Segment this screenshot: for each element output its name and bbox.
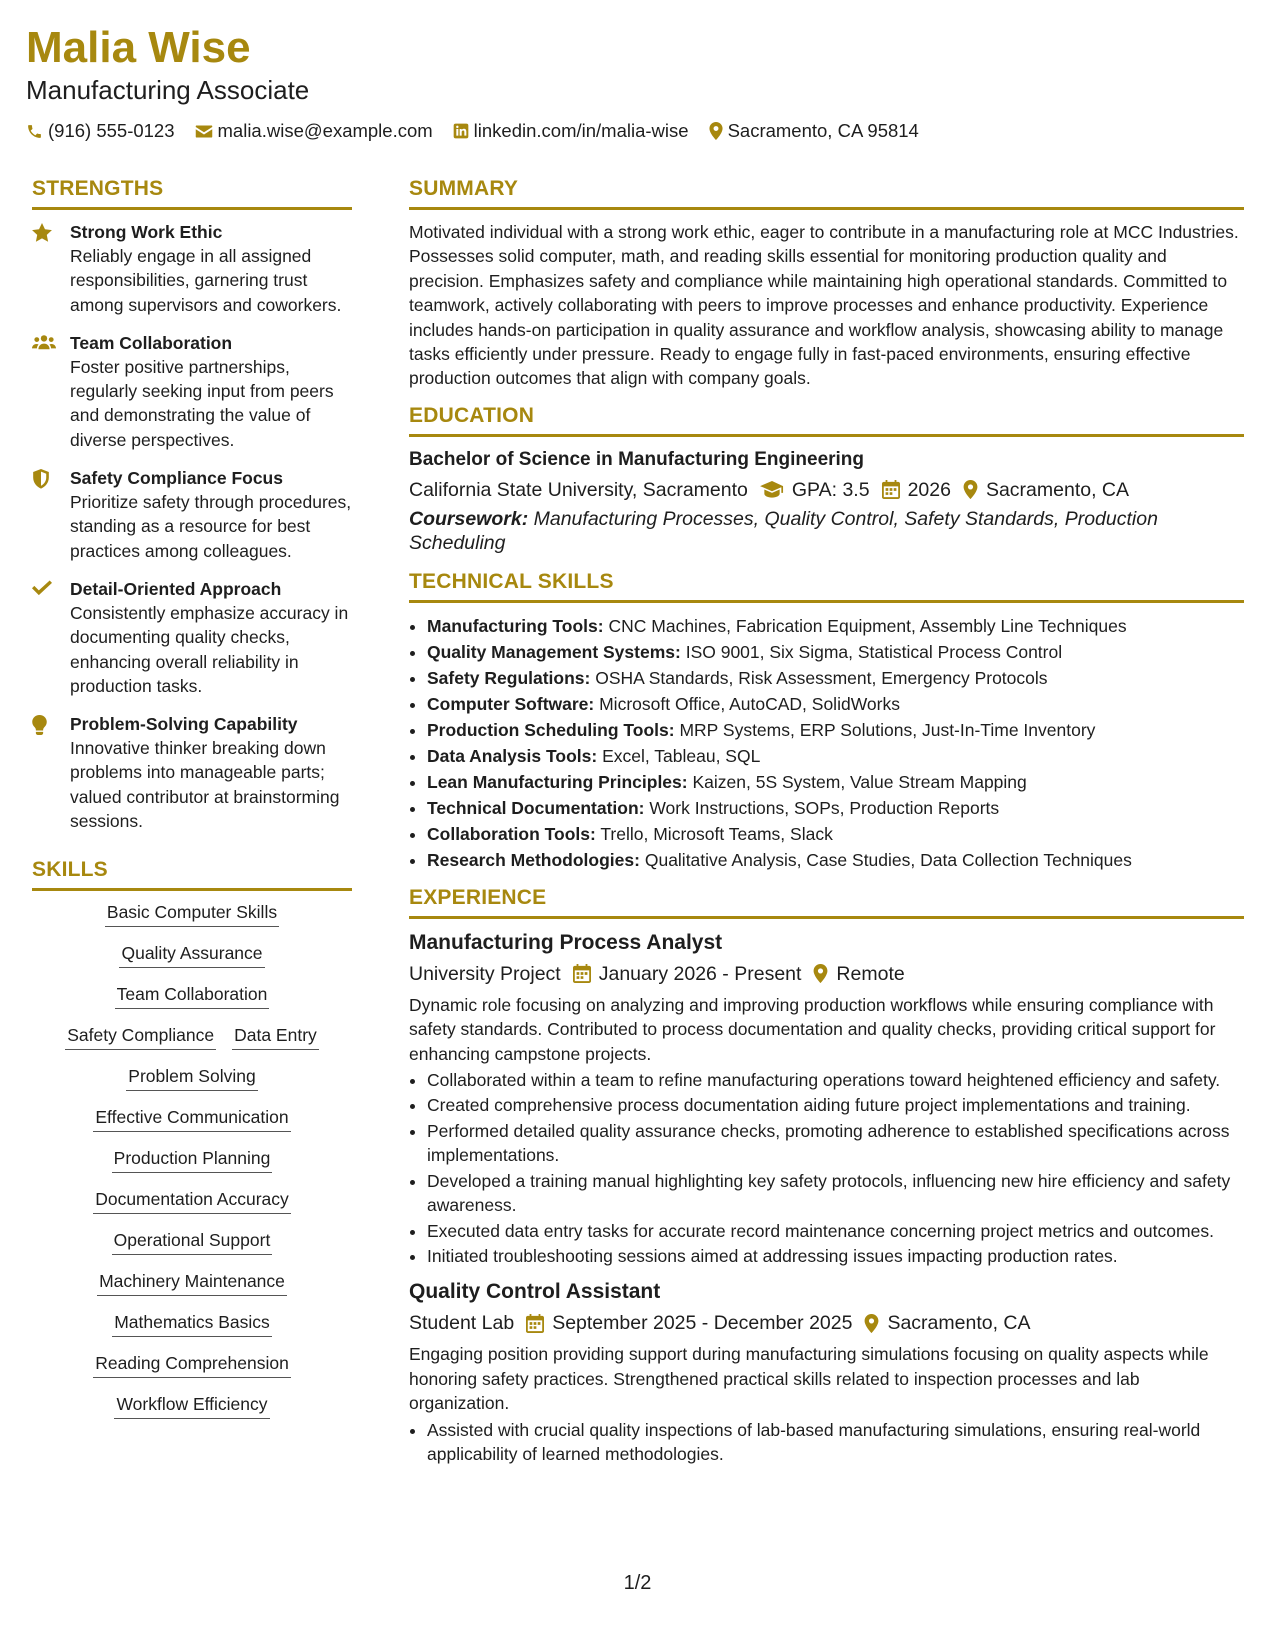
list-item — [427, 639, 1244, 665]
contact-linkedin-text[interactable]: linkedin.com/in/malia-wise — [473, 120, 689, 141]
check-icon — [32, 580, 52, 596]
strength-title: Safety Compliance Focus — [70, 468, 283, 489]
strength-desc: Consistently emphasize accuracy in documenting quality checks, enhancing overall reliability in production tasks. — [70, 602, 349, 696]
linkedin-icon — [453, 123, 469, 139]
school-name: California State University, Sacramento — [409, 478, 748, 501]
tech-skill-value: Microsoft Office, AutoCAD, SolidWorks — [599, 693, 900, 714]
education-meta — [409, 475, 1244, 505]
tech-skill-value: OSHA Standards, Risk Assessment, Emergency Protocols — [595, 667, 1048, 688]
skill-chip: Reading Comprehension — [93, 1352, 291, 1378]
strength-title: Detail-Oriented Approach — [70, 578, 282, 599]
skill-chip: Operational Support — [112, 1229, 273, 1255]
contact-bar — [26, 120, 1249, 142]
coursework-label: Coursework: — [409, 507, 529, 530]
candidate-name: Malia Wise — [26, 23, 251, 72]
tech-skill-value: Excel, Tableau, SQL — [602, 745, 761, 766]
contact-location-text: Sacramento, CA 95814 — [727, 120, 919, 141]
experience-heading: EXPERIENCE — [409, 885, 1244, 919]
tech-skill-label: Manufacturing Tools: — [427, 615, 604, 636]
contact-email-text[interactable]: malia.wise@example.com — [217, 120, 433, 141]
contact-phone — [26, 120, 175, 142]
list-item — [427, 691, 1244, 717]
list-item — [427, 665, 1244, 691]
job-bullets — [409, 1068, 1244, 1268]
strength-title: Problem-Solving Capability — [70, 714, 298, 735]
tech-skill-label: Collaboration Tools: — [427, 823, 596, 844]
job-entry — [409, 929, 1244, 1268]
users-icon — [32, 334, 56, 350]
location-icon — [813, 964, 828, 983]
skill-chip: Effective Communication — [93, 1106, 290, 1132]
job-meta — [409, 1308, 1244, 1338]
coursework — [409, 507, 1244, 555]
location-icon — [864, 1314, 879, 1333]
candidate-role: Manufacturing Associate — [26, 75, 310, 105]
shield-icon — [32, 469, 50, 489]
strength-desc: Prioritize safety through procedures, standing as a resource for best practices among colleagues. — [70, 492, 352, 561]
technical-skills-list — [409, 613, 1244, 873]
job-org: Student Lab — [409, 1312, 515, 1335]
calendar-icon — [882, 480, 900, 499]
summary-heading: SUMMARY — [409, 176, 1244, 210]
tech-skill-value: Trello, Microsoft Teams, Slack — [600, 823, 833, 844]
calendar-icon — [573, 964, 591, 983]
skills-heading: SKILLS — [32, 857, 352, 891]
list-item: • Developed a training manual highlighting key safety protocols, influencing new hire efficiency and safety awareness. — [427, 1169, 1244, 1218]
contact-location — [709, 120, 919, 142]
calendar-icon — [526, 1314, 544, 1333]
tech-skill-label: Research Methodologies: — [427, 849, 640, 870]
tech-skill-label: Lean Manufacturing Principles: — [427, 771, 688, 792]
gpa: GPA: 3.5 — [791, 478, 870, 501]
job-org: University Project — [409, 962, 561, 985]
graduation-year: 2026 — [907, 478, 951, 501]
job-description: Engaging position providing support during manufacturing simulations focusing on quality aspects while honoring safety practices. Strengthened practical skills related to inspection processes and lab organization. — [409, 1344, 1209, 1414]
email-icon — [195, 124, 213, 139]
star-icon — [32, 223, 52, 242]
job-description: Dynamic role focusing on analyzing and improving production workflows while ensuring compliance with safety standards. Contributed to process documentation and quality checks, providing critical support for enhancing campstone projects. — [409, 994, 1216, 1064]
strengths-heading: STRENGTHS — [32, 176, 352, 210]
list-item — [427, 613, 1244, 639]
phone-icon — [26, 123, 43, 140]
summary-text: Motivated individual with a strong work ethic, eager to contribute in a manufacturing role at MCC Industries. Possesses solid computer, math, and reading skills essential for monitoring production quality and precision. Emphasizes safety and compliance while maintaining high operational standards. Committed to teamwork, actively collaborating with peers to improve processes and enhance productivity. Experience includes hands-on participation in quality assurance and workflow analysis, showcasing ability to manage tasks efficiently under pressure. Ready to engage fully in fast-paced environments, ensuring effective production outcomes that align with company goals. — [409, 222, 1239, 389]
coursework-text: Manufacturing Processes, Quality Control, Safety Standards, Production Scheduling — [409, 507, 1158, 554]
location-icon — [963, 480, 978, 499]
strength-item — [32, 220, 352, 317]
job-bullets — [409, 1418, 1244, 1467]
job-entry — [409, 1278, 1244, 1466]
tech-skill-value: Qualitative Analysis, Case Studies, Data Collection Techniques — [644, 849, 1132, 870]
list-item — [427, 717, 1244, 743]
tech-skill-value: ISO 9001, Six Sigma, Statistical Process Control — [685, 641, 1063, 662]
tech-skill-label: Data Analysis Tools: — [427, 745, 598, 766]
tech-skill-value: MRP Systems, ERP Solutions, Just-In-Time Inventory — [679, 719, 1096, 740]
skill-chip: Data Entry — [232, 1024, 319, 1050]
right-column — [409, 176, 1244, 1476]
skill-chip: Quality Assurance — [119, 942, 264, 968]
strength-item — [32, 466, 352, 563]
job-location: Sacramento, CA — [887, 1312, 1031, 1335]
skill-chip: Safety Compliance — [65, 1024, 216, 1050]
lightbulb-icon — [32, 715, 47, 735]
job-dates: January 2026 - Present — [598, 962, 802, 985]
left-column — [32, 176, 352, 1434]
list-item — [427, 795, 1244, 821]
strength-title: Team Collaboration — [70, 332, 233, 353]
tech-skill-value: CNC Machines, Fabrication Equipment, Assembly Line Techniques — [608, 615, 1127, 636]
job-location: Remote — [836, 962, 905, 985]
graduation-cap-icon — [760, 481, 784, 498]
page-number: 1/2 — [623, 1572, 652, 1594]
strength-item — [32, 712, 352, 833]
list-item: • Performed detailed quality assurance checks, promoting adherence to established specifications across implementations. — [427, 1119, 1244, 1168]
list-item: • Created comprehensive process documentation aiding future project implementations and training. — [427, 1093, 1244, 1117]
skill-chip: Mathematics Basics — [112, 1311, 272, 1337]
strength-desc: Innovative thinker breaking down problems into manageable parts; valued contributor at brainstorming sessions. — [70, 738, 340, 832]
skill-chip: Problem Solving — [126, 1065, 257, 1091]
strength-desc: Reliably engage in all assigned responsibilities, garnering trust among supervisors and coworkers. — [70, 246, 342, 315]
skill-chip: Production Planning — [112, 1147, 273, 1173]
tech-skill-label: Production Scheduling Tools: — [427, 719, 675, 740]
skill-chip: Team Collaboration — [115, 983, 270, 1009]
skill-chip: Machinery Maintenance — [97, 1270, 287, 1296]
skill-chip: Basic Computer Skills — [105, 901, 279, 927]
tech-skill-label: Safety Regulations: — [427, 667, 591, 688]
skills-list — [32, 901, 352, 1419]
list-item — [427, 769, 1244, 795]
list-item: • Assisted with crucial quality inspections of lab-based manufacturing simulations, ensuring real-world applicability of learned methodologies. — [427, 1418, 1244, 1467]
strength-title: Strong Work Ethic — [70, 222, 223, 242]
location-icon — [709, 122, 723, 140]
technical-skills-heading: TECHNICAL SKILLS — [409, 569, 1244, 603]
education-heading: EDUCATION — [409, 403, 1244, 437]
skill-chip: Workflow Efficiency — [114, 1393, 269, 1419]
tech-skill-label: Technical Documentation: — [427, 797, 645, 818]
strength-desc: Foster positive partnerships, regularly seeking input from peers and demonstrating the value of diverse perspectives. — [70, 356, 334, 450]
list-item — [427, 847, 1244, 873]
job-title: Manufacturing Process Analyst — [409, 930, 723, 954]
tech-skill-value: Kaizen, 5S System, Value Stream Mapping — [692, 771, 1027, 792]
list-item: • Collaborated within a team to refine manufacturing operations toward heightened efficiency and safety. — [427, 1068, 1244, 1092]
list-item — [427, 743, 1244, 769]
tech-skill-label: Computer Software: — [427, 693, 595, 714]
tech-skill-label: Quality Management Systems: — [427, 641, 681, 662]
job-title: Quality Control Assistant — [409, 1280, 661, 1304]
contact-phone-text[interactable]: (916) 555-0123 — [48, 120, 175, 141]
resume-header — [26, 22, 1249, 142]
education-location: Sacramento, CA — [985, 478, 1130, 501]
job-meta — [409, 959, 1244, 989]
contact-email — [195, 120, 433, 142]
skill-chip: Documentation Accuracy — [93, 1188, 291, 1214]
contact-linkedin — [453, 120, 689, 142]
strength-item — [32, 577, 352, 698]
tech-skill-value: Work Instructions, SOPs, Production Reports — [649, 797, 1000, 818]
list-item: • Initiated troubleshooting sessions aimed at addressing issues impacting production rates. — [427, 1244, 1244, 1268]
list-item — [427, 821, 1244, 847]
job-dates: September 2025 - December 2025 — [552, 1312, 853, 1335]
degree-title: Bachelor of Science in Manufacturing Engineering — [409, 448, 865, 470]
list-item: • Executed data entry tasks for accurate record maintenance concerning project metrics and outcomes. — [427, 1219, 1244, 1243]
strength-item — [32, 331, 352, 452]
